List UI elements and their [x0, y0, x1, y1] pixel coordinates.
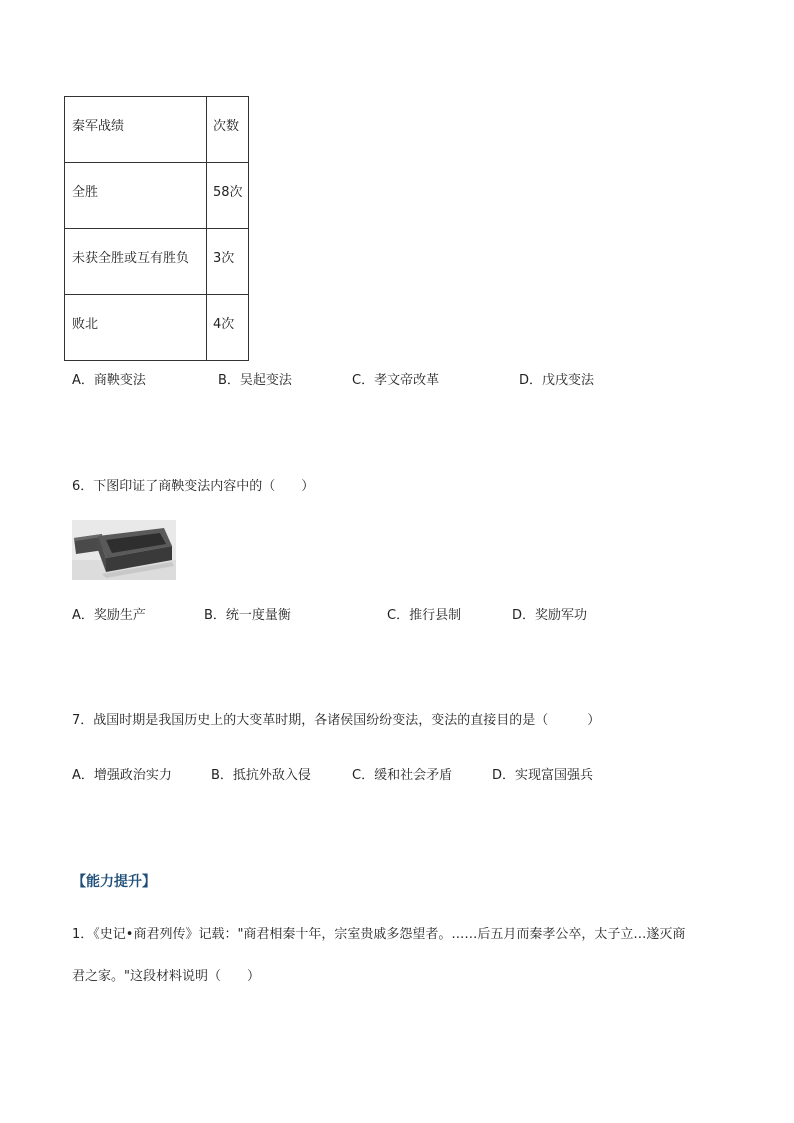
- q6-option-d[interactable]: D．奖励军功: [512, 608, 588, 623]
- table-header-cell: 秦军战绩: [65, 97, 207, 163]
- q5-option-a[interactable]: A．商鞅变法: [72, 373, 146, 388]
- q5-option-c[interactable]: C．孝文帝改革: [352, 373, 440, 388]
- battle-record-table: [64, 96, 249, 361]
- q6-option-b[interactable]: B．统一度量衡: [204, 608, 291, 623]
- q6-option-a[interactable]: A．奖励生产: [72, 608, 146, 623]
- ability-q1-line2: 君之家。"这段材料说明（ ）: [72, 969, 260, 984]
- table-cell: 全胜: [65, 163, 207, 229]
- table-row: [65, 295, 249, 361]
- table-cell: 58次: [207, 163, 249, 229]
- table-cell: 未获全胜或互有胜负: [65, 229, 207, 295]
- q7-option-b[interactable]: B．抵抗外敌入侵: [211, 768, 311, 783]
- table-header-row: [65, 97, 249, 163]
- q6-question: 6．下图印证了商鞅变法内容中的（ ）: [72, 479, 315, 494]
- table-cell: 败北: [65, 295, 207, 361]
- q7-option-d[interactable]: D．实现富国强兵: [492, 768, 594, 783]
- q6-option-c[interactable]: C．推行县制: [387, 608, 462, 623]
- q5-option-b[interactable]: B．吴起变法: [218, 373, 292, 388]
- table-cell: 3次: [207, 229, 249, 295]
- q7-question: 7．战国时期是我国历史上的大变革时期，各诸侯国纷纷变法，变法的直接目的是（ ）: [72, 713, 601, 728]
- section-title: 【能力提升】: [72, 874, 156, 890]
- q7-option-c[interactable]: C．缓和社会矛盾: [352, 768, 453, 783]
- q7-option-a[interactable]: A．增强政治实力: [72, 768, 172, 783]
- ability-q1-line1: 1．《史记•商君列传》记载："商君相秦十年，宗室贵戚多怨望者。……后五月而秦孝公卒，太子立…遂灭商: [72, 927, 686, 942]
- bronze-measuring-vessel-photo: [72, 520, 176, 580]
- table-header-cell: 次数: [207, 97, 249, 163]
- q5-option-d[interactable]: D．戊戌变法: [519, 373, 595, 388]
- table-row: [65, 229, 249, 295]
- table-cell: 4次: [207, 295, 249, 361]
- table-row: [65, 163, 249, 229]
